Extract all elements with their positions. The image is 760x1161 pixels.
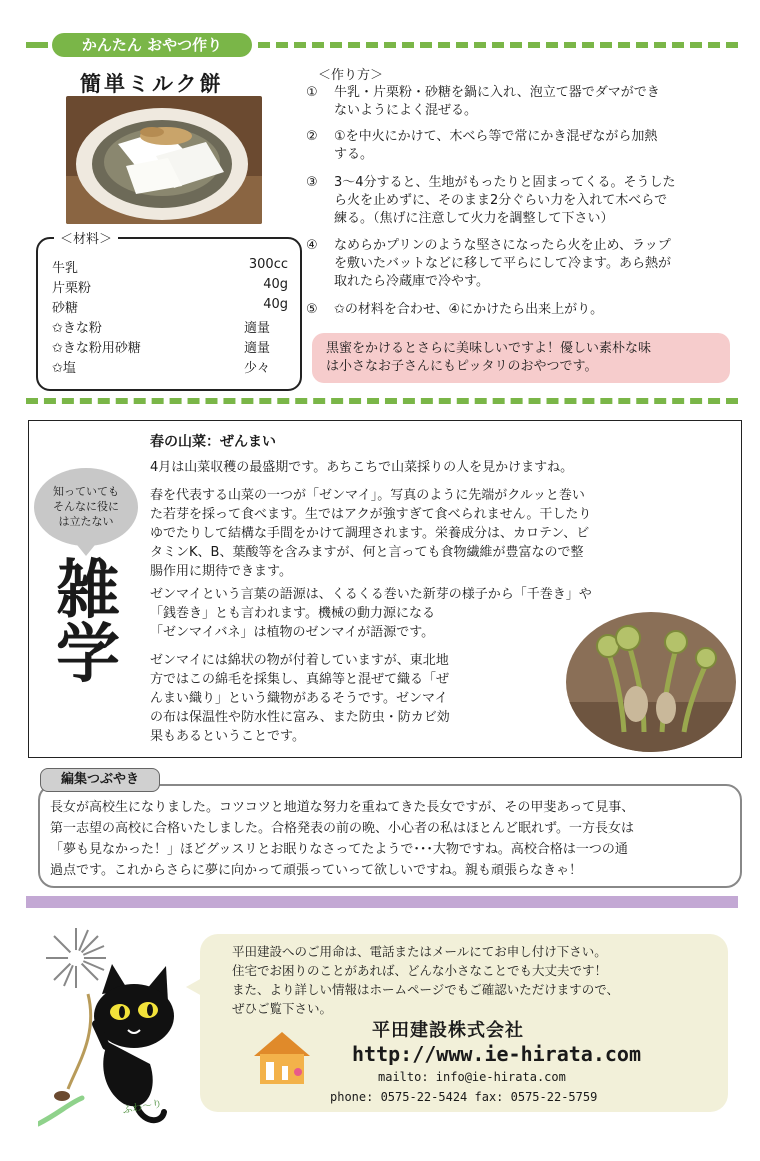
contact-bubble-tail	[186, 978, 202, 996]
bubble-text: 知っていても そんなに役に は立たない	[53, 485, 119, 528]
trivia-paragraph-2: 春を代表する山菜の一つが「ゼンマイ」。写真のように先端がクルッと巻い た若芽を採って食べます。生ではアクが強すぎて食べられません。干したり ゆでたりして結構な手間をかけて調理されます。栄養成分は、カロテン、ビ タミンK、B、葉酸等を含みますが、何と言っても食物繊維が豊富なので整 腸作用に期待できます。	[150, 488, 592, 579]
recipe-title: 簡単ミルク餅	[80, 72, 224, 96]
diary-text: 長女が高校生になりました。コツコツと地道な努力を重ねてきた長女ですが、その甲斐あって見事、 第一志望の高校に合格いたしました。合格発表の前の晩、小心者の私はほとんど眠れず。一方長女は 「夢も見なかった！」ほどグッスリとお眠りなさってたようで･･･大物ですね。高校合格は一つの通 過点です。これからさらに夢に向かって頑張っていって欲しいですね。親も頑張らなきゃ！	[50, 800, 635, 878]
contact-line: ぜひご覧下さい。	[232, 1001, 333, 1016]
steps-title: ＜作り方＞	[318, 68, 384, 83]
banner-dash-left	[26, 42, 48, 48]
company-name: 平田建設株式会社	[372, 1020, 524, 1041]
contact-line: 平田建設へのご用命は、電話またはメールにてお申し付け下さい。	[232, 944, 607, 959]
house-logo-icon	[252, 1030, 314, 1086]
section-divider	[26, 398, 738, 404]
ingredient-row: ✩きな粉 適量	[52, 321, 270, 336]
ingredients-title: ＜材料＞	[54, 228, 118, 247]
trivia-paragraph-4: ゼンマイには綿状の物が付着していますが、東北地 方ではこの綿毛を採集し、真綿等と混ぜて織る「ぜ んまい織り」という織物があるそうです。ゼンマイ の布は保温性や防水性に富み、また防虫・防カビ効 果もあるということです。	[150, 653, 450, 744]
ingredient-row: 砂糖 40g	[52, 297, 288, 316]
banner-dash-right	[258, 42, 738, 48]
cat-caption: ふわ〜り	[121, 1098, 163, 1117]
contact-line: また、より詳しい情報はホームページでもご確認いただけますので、	[232, 982, 620, 997]
purple-divider	[26, 896, 738, 908]
gaku-kanji: 学	[56, 618, 120, 692]
trivia-title: 春の山菜：ぜんまい	[150, 434, 276, 450]
recipe-tip: 黒蜜をかけるとさらに美味しいですよ！優しい素朴な味 は小さなお子さんにもピッタリのおやつです。	[312, 333, 730, 383]
trivia-paragraph-3: ゼンマイという言葉の語源は、くるくる巻いた新芽の様子から「千巻き」や 「銭巻き」とも言われます。機械の動力源になる 「ゼンマイバネ」は植物のゼンマイが語源です。	[150, 587, 592, 640]
zatsu-kanji: 雑	[56, 554, 120, 628]
milk-mochi-photo	[66, 96, 262, 224]
phone-fax: phone: 0575-22-5424 fax: 0575-22-5759	[330, 1090, 598, 1104]
ingredient-row: ✩塩 少々	[52, 361, 270, 376]
website-link[interactable]: http://www.ie-hirata.com	[352, 1042, 641, 1066]
ingredient-row: ✩きな粉用砂糖 適量	[52, 341, 270, 356]
trivia-paragraph-1: 4月は山菜収穫の最盛期です。あちこちで山菜採りの人を見かけますね。	[150, 460, 574, 475]
ingredient-row: 片栗粉 40g	[52, 277, 288, 296]
diary-tab: 編集つぶやき	[40, 768, 160, 792]
zenmai-photo	[566, 612, 736, 752]
email-link[interactable]: mailto: info@ie-hirata.com	[378, 1070, 566, 1084]
ingredient-row: 牛乳 300cc	[52, 257, 288, 276]
contact-line: 住宅でお困りのことがあれば、どんな小さなことでも大丈夫です！	[232, 963, 608, 978]
recipe-banner: かんたん おやつ作り	[52, 33, 252, 57]
